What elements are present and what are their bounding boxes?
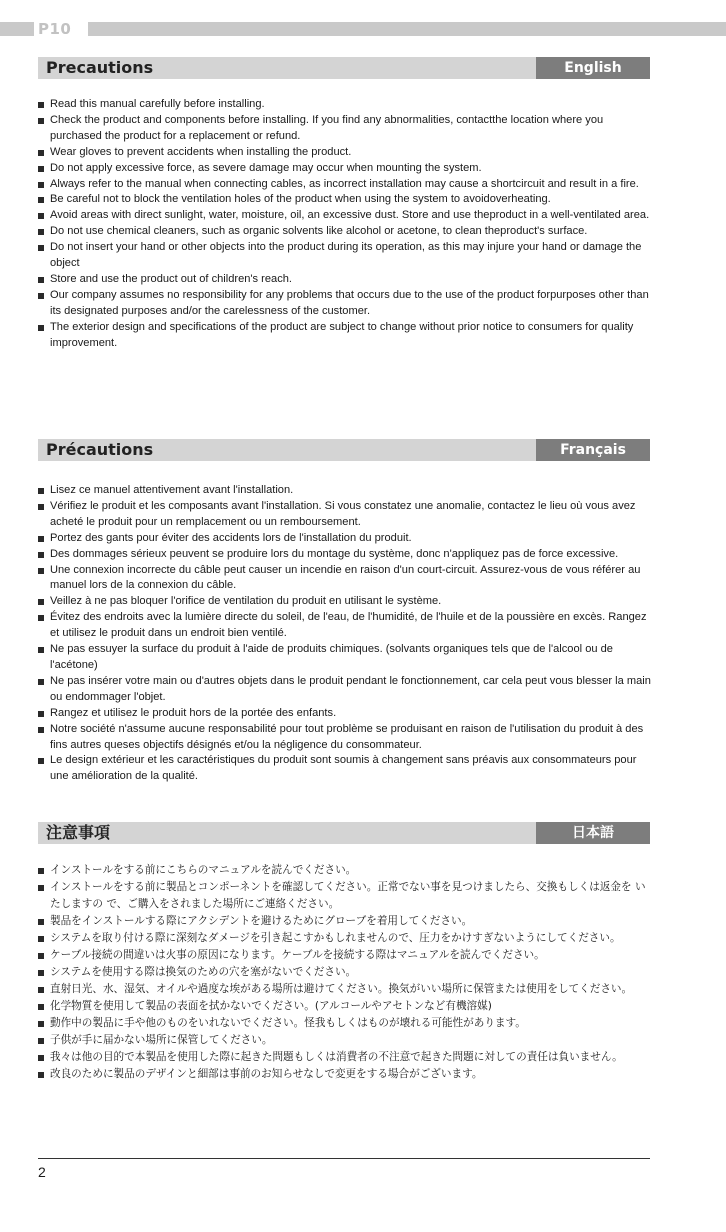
- list-item-text: Do not insert your hand or other objects into the product during its operation, as this may injure your hand or damage the object: [50, 241, 642, 270]
- precaution-list: [38, 97, 654, 352]
- list-item-text: 製品をインストールする際にアクシデントを避けるためにグローブを着用してください。: [50, 915, 473, 927]
- square-bullet-icon: [38, 488, 44, 494]
- list-item-text: 改良のために製品のデザインと細部は事前のお知らせなしで変更をする場合がございます。: [50, 1068, 483, 1080]
- square-bullet-icon: [38, 885, 44, 891]
- list-item: [38, 547, 654, 563]
- square-bullet-icon: [38, 229, 44, 235]
- precaution-list: [38, 483, 654, 785]
- list-item-text: Do not apply excessive force, as severe damage may occur when mounting the system.: [50, 161, 482, 174]
- list-item: [38, 161, 654, 177]
- square-bullet-icon: [38, 325, 44, 331]
- page-header-bar: [0, 20, 726, 38]
- list-item: [38, 947, 654, 964]
- list-item: [38, 145, 654, 161]
- list-item: [38, 320, 654, 352]
- list-item: [38, 483, 654, 499]
- square-bullet-icon: [38, 599, 44, 605]
- list-item-text: Always refer to the manual when connecting cables, as incorrect installation may cause a shortcircuit and result in a fire.: [50, 177, 639, 190]
- list-item: [38, 610, 654, 642]
- square-bullet-icon: [38, 758, 44, 764]
- square-bullet-icon: [38, 150, 44, 156]
- list-item: [38, 288, 654, 320]
- square-bullet-icon: [38, 213, 44, 219]
- square-bullet-icon: [38, 970, 44, 976]
- list-item: [38, 930, 654, 947]
- list-item-text: Vérifiez le produit et les composants avant l'installation. Si vous constatez une anomalie, contactez le lieu où vous avez acheté le produit pour un remplacement ou un remboursement.: [50, 499, 636, 528]
- list-item-text: インストールをする前にこちらのマニュアルを読んでください。: [50, 864, 357, 876]
- section-title: Précautions: [46, 440, 154, 459]
- list-item: [38, 240, 654, 272]
- list-item: [38, 208, 654, 224]
- list-item-text: 化学物質を使用して製品の表面を拭かないでください。(アルコールやアセトンなど有機溶媒): [50, 1000, 492, 1012]
- list-item-text: システムを使用する際は換気のための穴を塞がないでください。: [50, 966, 357, 978]
- list-item-text: Évitez des endroits avec la lumière directe du soleil, de l'eau, de l'humidité, de l'huile et de la poussière en excès. Rangez et utilisez le produit dans un endroit bien ventilé.: [50, 611, 647, 640]
- list-item: [38, 499, 654, 531]
- list-item-text: ケーブル接続の間違いは火事の原因になります。ケーブルを接続する際はマニュアルを読んでください。: [50, 949, 545, 961]
- list-item: [38, 531, 654, 547]
- list-item-text: 我々は他の目的で本製品を使用した際に起きた問題もしくは消費者の不注意で起きた問題に対しての責任は負いません。: [50, 1051, 623, 1063]
- square-bullet-icon: [38, 536, 44, 542]
- square-bullet-icon: [38, 1072, 44, 1078]
- section-header: [38, 439, 650, 461]
- list-item-text: Avoid areas with direct sunlight, water, moisture, oil, an excessive dust. Store and use theproduct in a well-ventilated area.: [50, 209, 650, 222]
- list-item: [38, 981, 654, 998]
- square-bullet-icon: [38, 1004, 44, 1010]
- square-bullet-icon: [38, 1038, 44, 1044]
- list-item: [38, 862, 654, 879]
- list-item: [38, 594, 654, 610]
- list-item-text: Le design extérieur et les caractéristiques du produit sont soumis à changement sans préavis aux consommateurs pour une amélioration de la qualité.: [50, 754, 637, 783]
- list-item-text: システムを取り付ける際に深刻なダメージを引き起こすかもしれませんので、圧力をかけすぎないようにしてください。: [50, 932, 621, 944]
- list-item-text: The exterior design and specifications of the product are subject to change without prior notice to consumers for quality improvement.: [50, 320, 634, 349]
- list-item-text: Do not use chemical cleaners, such as organic solvents like alcohol or acetone, to clean theproduct's surface.: [50, 225, 588, 238]
- list-item-text: Ne pas essuyer la surface du produit à l'aide de produits chimiques. (solvants organiques tels que de l'alcool ou de l'acétone): [50, 643, 613, 671]
- list-item-text: Check the product and components before installing. If you find any abnormalities, contactthe location where you purchased the product for a replacement or refund.: [50, 113, 604, 142]
- list-item: [38, 1049, 654, 1066]
- list-item: [38, 998, 654, 1015]
- square-bullet-icon: [38, 552, 44, 558]
- list-item: [38, 722, 654, 754]
- list-item: [38, 1015, 654, 1032]
- language-badge: 日本語: [536, 822, 650, 844]
- square-bullet-icon: [38, 118, 44, 124]
- section-french: [38, 439, 651, 783]
- square-bullet-icon: [38, 868, 44, 874]
- square-bullet-icon: [38, 936, 44, 942]
- square-bullet-icon: [38, 197, 44, 203]
- square-bullet-icon: [38, 568, 44, 574]
- list-item-text: Read this manual carefully before installing.: [50, 98, 265, 110]
- list-item-text: Our company assumes no responsibility for any problems that occurs due to the use of the product forpurposes other than its designated purposes and/or the carelessness of the customer.: [50, 288, 649, 317]
- section-title: Precautions: [46, 58, 154, 77]
- header-bar-right-segment: [88, 22, 726, 36]
- square-bullet-icon: [38, 615, 44, 621]
- square-bullet-icon: [38, 245, 44, 251]
- section-japanese: [38, 822, 650, 1080]
- square-bullet-icon: [38, 919, 44, 925]
- list-item-text: Des dommages sérieux peuvent se produire lors du montage du système, donc n'appliquez pas de force excessive.: [50, 547, 619, 560]
- list-item-text: Notre société n'assume aucune responsabilité pour tout problème se produisant en raison de l'utilisation du produit à des fins autres queses objectifs désignés et/ou la négligence du consommateur.: [50, 722, 644, 751]
- list-item-text: Be careful not to block the ventilation holes of the product when using the system to avoidoverheating.: [50, 193, 551, 206]
- list-item: [38, 879, 654, 913]
- list-item-text: 直射日光、水、湿気、オイルや過度な埃がある場所は避けてください。換気がいい場所に保管または使用をしてください。: [50, 983, 633, 995]
- list-item-text: インストールをする前に製品とコンポーネントを確認してください。正常でない事を見つけましたら、交換もしくは返金を いたしますの で、ご購入をされました場所にご連絡ください。: [50, 881, 646, 910]
- list-item: [38, 177, 654, 193]
- list-item-text: Une connexion incorrecte du câble peut causer un incendie en raison d'un court-circuit. Assurez-vous de vous référer au manuel lors de la connexion du câble.: [50, 563, 641, 592]
- square-bullet-icon: [38, 277, 44, 283]
- list-item: [38, 272, 654, 288]
- list-item-text: Veillez à ne pas bloquer l'orifice de ventilation du produit en utilisant le système.: [50, 595, 442, 608]
- list-item: [38, 913, 654, 930]
- square-bullet-icon: [38, 293, 44, 299]
- list-item: [38, 113, 654, 145]
- section-header: [38, 57, 650, 79]
- list-item: [38, 1066, 654, 1083]
- square-bullet-icon: [38, 504, 44, 510]
- list-item-text: Store and use the product out of children's reach.: [50, 272, 293, 285]
- list-item: [38, 192, 654, 208]
- list-item-text: Wear gloves to prevent accidents when installing the product.: [50, 145, 352, 158]
- square-bullet-icon: [38, 647, 44, 653]
- page-number: 2: [38, 1164, 46, 1180]
- footer-divider: [38, 1158, 650, 1159]
- square-bullet-icon: [38, 1055, 44, 1061]
- square-bullet-icon: [38, 727, 44, 733]
- list-item: [38, 642, 654, 674]
- list-item: [38, 674, 654, 706]
- list-item: [38, 563, 654, 595]
- square-bullet-icon: [38, 711, 44, 717]
- list-item-text: Lisez ce manuel attentivement avant l'installation.: [50, 484, 294, 496]
- list-item-text: Portez des gants pour éviter des accidents lors de l'installation du produit.: [50, 531, 412, 544]
- square-bullet-icon: [38, 679, 44, 685]
- square-bullet-icon: [38, 987, 44, 993]
- section-english: [38, 57, 650, 349]
- square-bullet-icon: [38, 166, 44, 172]
- square-bullet-icon: [38, 953, 44, 959]
- list-item-text: Ne pas insérer votre main ou d'autres objets dans le produit pendant le fonctionnement, car cela peut vous blesser la main ou endommager l'objet.: [50, 674, 651, 703]
- language-badge: Français: [536, 439, 650, 461]
- square-bullet-icon: [38, 182, 44, 188]
- list-item: [38, 1032, 654, 1049]
- header-bar-left-segment: [0, 22, 34, 36]
- language-badge: English: [536, 57, 650, 79]
- precaution-list: [38, 862, 654, 1083]
- section-header: [38, 822, 650, 844]
- list-item: [38, 224, 654, 240]
- square-bullet-icon: [38, 1021, 44, 1027]
- list-item-text: 動作中の製品に手や他のものをいれないでください。怪我もしくはものが壊れる可能性があります。: [50, 1017, 526, 1029]
- list-item-text: 子供が手に届かない場所に保管してください。: [50, 1034, 273, 1046]
- page-label: P10: [38, 20, 72, 38]
- list-item: [38, 706, 654, 722]
- list-item-text: Rangez et utilisez le produit hors de la portée des enfants.: [50, 706, 337, 719]
- square-bullet-icon: [38, 102, 44, 108]
- list-item: [38, 753, 654, 785]
- section-title: 注意事項: [46, 823, 111, 842]
- list-item: [38, 97, 654, 113]
- list-item: [38, 964, 654, 981]
